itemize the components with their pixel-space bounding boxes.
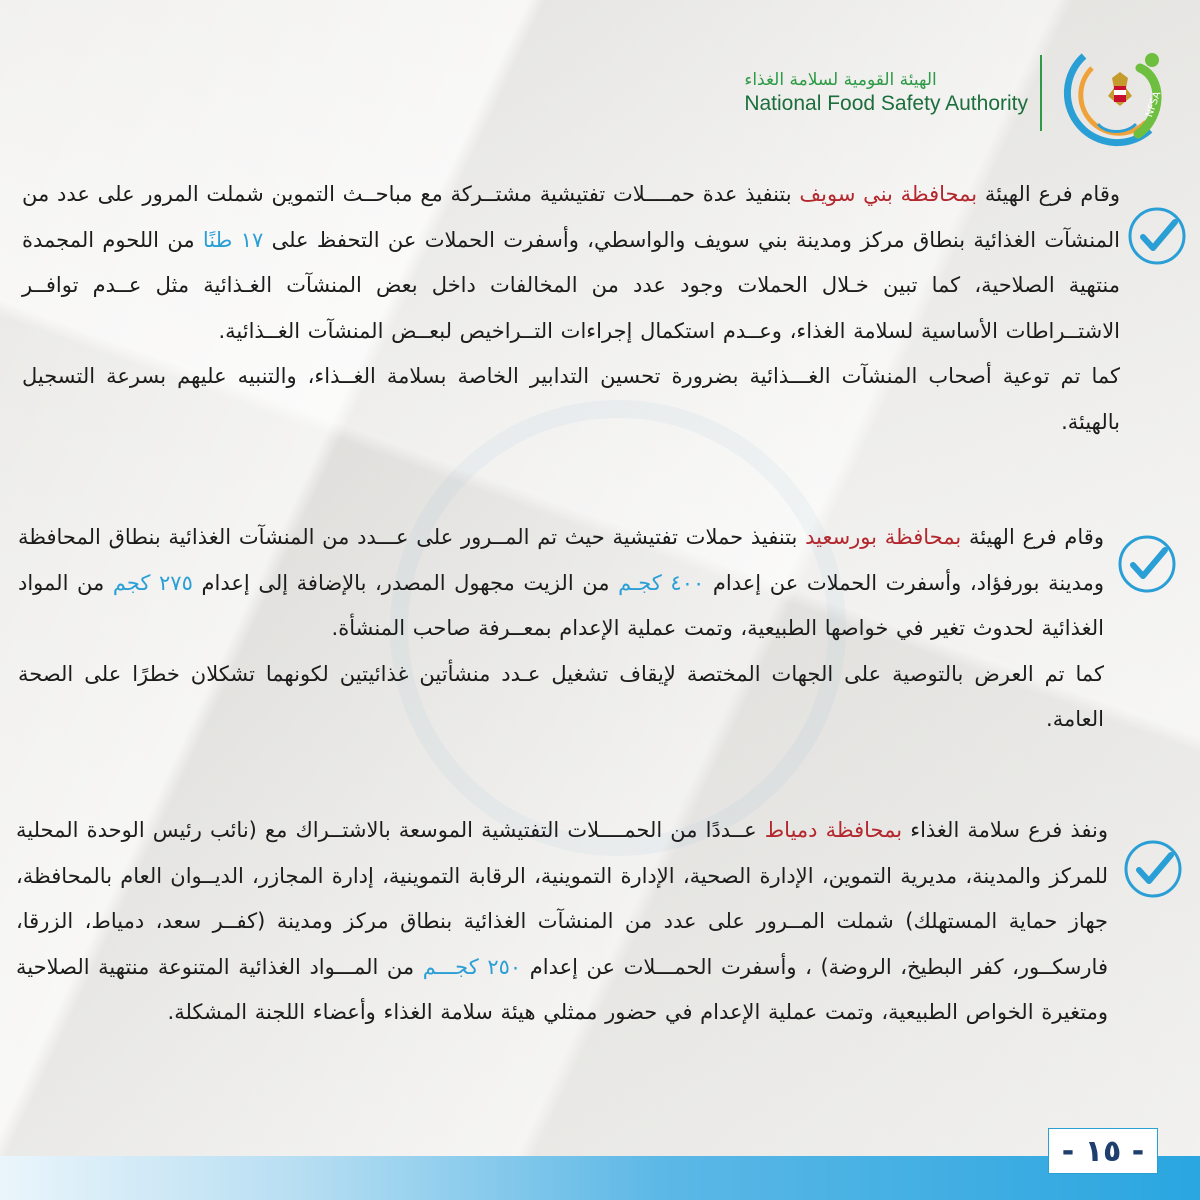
nfsa-logo (1054, 38, 1172, 148)
quantity-highlight: ٤٠٠ كجـم (618, 570, 705, 595)
org-name-arabic: الهيئة القومية لسلامة الغذاء (744, 70, 937, 90)
page-number: - ١٥ - (1048, 1128, 1158, 1174)
quantity-highlight: ٢٧٥ كجم (112, 570, 193, 595)
governorate-name: بمحافظة بورسعيد (805, 525, 962, 549)
nfsa-logo-icon (1054, 38, 1172, 148)
section-port-said (18, 515, 1104, 743)
section-damietta (16, 808, 1108, 1036)
governorate-name: بمحافظة بني سويف (799, 182, 978, 206)
paragraph-text: ونفذ فرع سلامة الغذاء بمحافظة دمياط عــددًا من الحمــــلات التفتيشية الموسعة بالاشتــراك مع (نائب رئيس الوحدة المحلية للمركز والمدينة، مديرية التموين، الإدارة الصحية، الإدارة التموينية، الرقابة التموينية، إدارة المجازر، الديــوان العام بالمحافظة، جهاز حماية المستهلك) شملت المــرور على عدد من المنشآت الغذائية بنطاق مركز ومدينة (كفــر سعد، دمياط، الزرقا، فارسكــور، كفر البطيخ، الروضة) ، وأسفرت الحمـــلات عن إعدام ٢٥٠ كجـــم من المـــواد الغذائية المتنوعة منتهية الصلاحية ومتغيرة الخواص الطبيعية، وتمت عملية الإعدام في حضور ممثلي هيئة سلامة الغذاء وأعضاء اللجنة المشكلة. (16, 818, 1108, 1024)
paragraph-text: وقام فرع الهيئة بمحافظة بني سويف بتنفيذ عدة حمــــلات تفتيشية مشتــركة مع مباحــث التموين شملت المرور على عدد من المنشآت الغذائية بنطاق مركز ومدينة بني سويف والواسطي، وأسفرت الحملات عن التحفظ على ١٧ طنًا من اللحوم المجمدة منتهية الصلاحية، كما تبين خـلال الحملات وجود عدد من المخالفات داخل بعض المنشآت الغـذائية مثل عــدم توافــر الاشتــراطات الأساسية لسلامة الغذاء، وعــدم استكمال إجراءات التــراخيص لبعــض المنشآت الغــذائية. (22, 182, 1120, 343)
quantity-highlight: ٢٥٠ كجـــم (422, 954, 522, 979)
footer-bar (0, 1156, 1200, 1200)
section-beni-suef (22, 172, 1120, 445)
check-circle-icon (1122, 838, 1184, 900)
logo-divider (1040, 55, 1042, 131)
governorate-name: بمحافظة دمياط (764, 818, 903, 842)
svg-text:NFSA: NFSA (1144, 90, 1164, 119)
paragraph-text: كما تم توعية أصحاب المنشآت الغـــذائية بضرورة تحسين التدابير الخاصة بسلامة الغــذاء، والتنبيه عليهم بسرعة التسجيل بالهيئة. (22, 364, 1120, 434)
quantity-highlight: ١٧ طنًا (202, 227, 264, 252)
header (744, 38, 1172, 148)
paragraph-text: وقام فرع الهيئة بمحافظة بورسعيد بتنفيذ حملات تفتيشية حيث تم المــرور على عـــدد من المنشآت الغذائية بنطاق المحافظة ومدينة بورفؤاد، وأسفرت الحملات عن إعدام ٤٠٠ كجـم من الزيت مجهول المصدر، بالإضافة إلى إعدام ٢٧٥ كجم من المواد الغذائية لحدوث تغير في خواصها الطبيعية، وتمت عملية الإعدام بمعــرفة صاحب المنشأة. (18, 525, 1104, 640)
org-name-english: National Food Safety Authority (744, 92, 1028, 115)
check-circle-icon (1126, 205, 1188, 267)
check-circle-icon (1116, 533, 1178, 595)
paragraph-text: كما تم العرض بالتوصية على الجهات المختصة لإيقاف تشغيل عـدد منشأتين غذائيتين لكونهما تشكلان خطرًا على الصحة العامة. (18, 661, 1104, 731)
org-name (744, 70, 1028, 116)
